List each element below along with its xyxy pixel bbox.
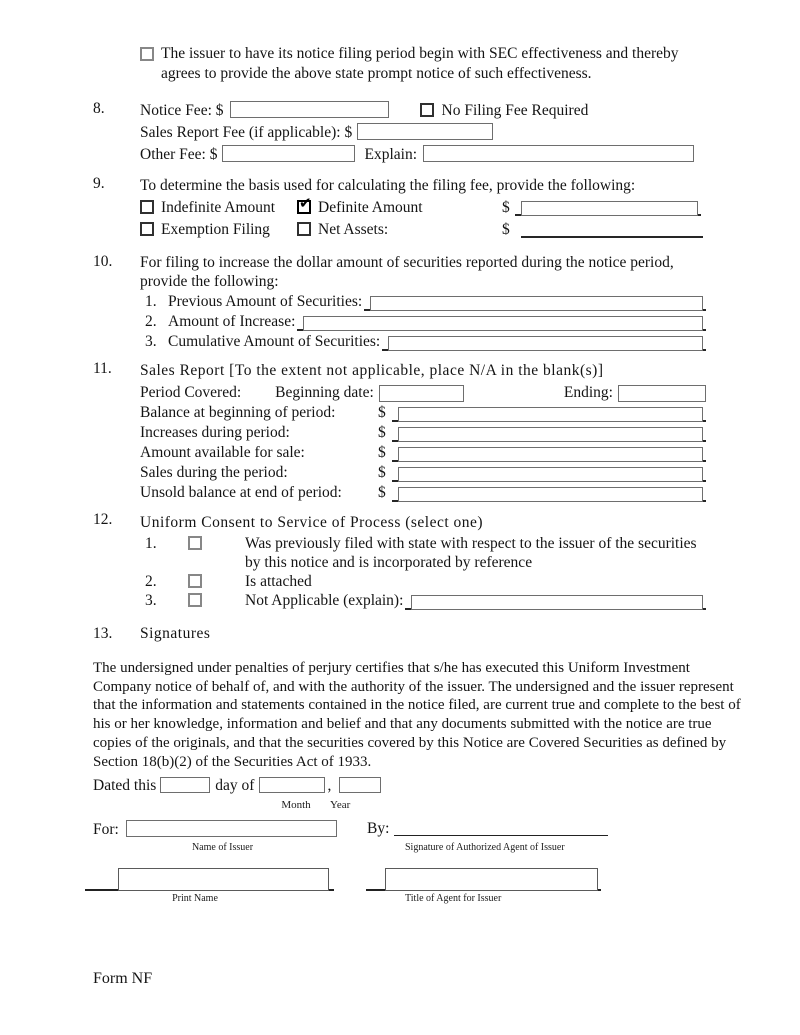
other-fee-explain-input[interactable]	[423, 145, 694, 162]
intro-line-2: agrees to provide the above state prompt notice of such effectiveness.	[161, 65, 592, 82]
sales-report-fee-input[interactable]	[357, 123, 493, 140]
section-10	[93, 253, 708, 351]
intro-line-1: The issuer to have its notice filing period begin with SEC effectiveness and thereby	[161, 45, 679, 62]
section-13-title: Signatures	[140, 625, 211, 642]
issuer-name-group	[93, 820, 337, 854]
explain-label: Explain:	[364, 146, 418, 163]
amount-increase-label: Amount of Increase:	[168, 313, 296, 330]
exemption-filing-label: Exemption Filing	[161, 221, 270, 238]
agent-title-group	[366, 867, 601, 904]
dated-month-input[interactable]	[259, 777, 325, 793]
previous-amount-input[interactable]	[364, 296, 706, 311]
dollar-sign: $	[502, 221, 510, 238]
cumulative-amount-label: Cumulative Amount of Securities:	[168, 333, 381, 350]
dollar-sign: $	[378, 424, 386, 441]
section-11-title: Sales Report [To the extent not applicable, place N/A in the blank(s)]	[140, 362, 604, 379]
section-11-number: 11.	[93, 360, 112, 377]
title-of-agent-input[interactable]	[385, 868, 598, 891]
dated-line	[93, 776, 493, 811]
certification-line: The undersigned under penalties of perjury certifies that s/he has executed this Uniform Investment	[93, 660, 690, 676]
consent-previously-filed-line-2: by this notice and is incorporated by reference	[245, 554, 533, 571]
unsold-balance-label: Unsold balance at end of period:	[140, 484, 342, 501]
agent-signature-group	[367, 820, 608, 854]
amount-available-input[interactable]	[392, 447, 706, 462]
indefinite-amount-checkbox[interactable]	[140, 200, 154, 214]
section-12-title: Uniform Consent to Service of Process (select one)	[140, 514, 484, 531]
beginning-date-label: Beginning date:	[275, 384, 374, 401]
section-11	[93, 360, 708, 502]
indefinite-amount-label: Indefinite Amount	[161, 199, 276, 216]
print-name-label: Print Name	[172, 893, 218, 904]
section-13-number: 13.	[93, 625, 113, 642]
net-assets-label: Net Assets:	[318, 221, 389, 238]
section-13	[93, 625, 210, 643]
consent-attached-label: Is attached	[245, 573, 312, 590]
consent-item-number: 1.	[145, 535, 157, 552]
sec-effectiveness-checkbox[interactable]	[140, 47, 154, 61]
balance-beginning-input[interactable]	[392, 407, 706, 422]
by-label: By:	[367, 820, 390, 837]
ending-label: Ending:	[563, 384, 613, 401]
dated-day-input[interactable]	[160, 777, 210, 793]
consent-previously-filed-checkbox[interactable]	[188, 536, 202, 550]
notice-fee-label: Notice Fee: $	[140, 102, 224, 119]
certification-paragraph	[93, 659, 741, 771]
previous-amount-label: Previous Amount of Securities:	[168, 293, 363, 310]
check-icon: ✔	[299, 194, 312, 212]
item-number: 1.	[145, 293, 157, 310]
consent-not-applicable-checkbox[interactable]	[188, 593, 202, 607]
dated-year-input[interactable]	[339, 777, 381, 793]
month-label: Month	[281, 799, 311, 811]
beginning-date-input[interactable]	[379, 385, 464, 402]
increases-input[interactable]	[392, 427, 706, 442]
sales-during-input[interactable]	[392, 467, 706, 482]
not-applicable-explain-input[interactable]	[405, 595, 706, 610]
dollar-sign: $	[378, 464, 386, 481]
section-12-number: 12.	[93, 511, 113, 528]
section-9-title: To determine the basis used for calculating the filing fee, provide the following:	[140, 177, 636, 194]
period-covered-label: Period Covered:	[140, 384, 242, 401]
exemption-filing-checkbox[interactable]	[140, 222, 154, 236]
consent-not-applicable-label: Not Applicable (explain):	[245, 592, 404, 609]
dated-this-label: Dated this	[93, 777, 157, 794]
section-10-title-line-1: For filing to increase the dollar amount of securities reported during the notice period,	[140, 254, 674, 271]
consent-item-number: 3.	[145, 592, 157, 609]
print-name-input[interactable]	[118, 868, 329, 891]
name-of-issuer-label: Name of Issuer	[191, 842, 254, 853]
definite-amount-label: Definite Amount	[318, 199, 423, 216]
comma: ,	[327, 777, 332, 794]
certification-line: copies of the originals, and that the securities covered by this Notice are Covered Securities as defined by	[93, 734, 727, 751]
dollar-sign: $	[502, 199, 510, 216]
definite-amount-input[interactable]	[515, 201, 701, 216]
dollar-sign: $	[378, 404, 386, 421]
other-fee-input[interactable]	[222, 145, 355, 162]
section-12	[93, 511, 708, 610]
dollar-sign: $	[378, 484, 386, 501]
print-name-group	[85, 867, 334, 904]
amount-available-label: Amount available for sale:	[140, 444, 305, 461]
section-9-number: 9.	[93, 175, 105, 192]
for-label: For:	[93, 821, 119, 838]
section-9	[93, 175, 708, 241]
certification-line: Company notice of behalf of, and with the authority of the issuer. The undersigned and the issuer represent	[93, 678, 734, 695]
no-filing-fee-label: No Filing Fee Required	[441, 102, 589, 119]
certification-line: Section 18(b)(2) of the Securities Act of 1933.	[93, 753, 372, 770]
sales-report-fee-label: Sales Report Fee (if applicable): $	[140, 124, 353, 141]
cumulative-amount-input[interactable]	[382, 336, 706, 351]
section-8-number: 8.	[93, 100, 105, 117]
consent-previously-filed-line-1: Was previously filed with state with respect to the issuer of the securities	[245, 535, 697, 552]
certification-line: that the information and statements contained in the notice filed, are current true and complete to the best of	[93, 697, 741, 714]
item-number: 2.	[145, 313, 157, 330]
section-8	[93, 100, 708, 166]
consent-item-number: 2.	[145, 573, 157, 590]
unsold-balance-input[interactable]	[392, 487, 706, 502]
agent-signature-line[interactable]	[394, 822, 608, 836]
form-name: Form NF	[93, 970, 153, 987]
year-label: Year	[330, 799, 351, 811]
ending-date-input[interactable]	[618, 385, 706, 402]
section-10-number: 10.	[93, 253, 113, 270]
no-filing-fee-checkbox[interactable]	[420, 103, 434, 117]
signature-of-agent-label: Signature of Authorized Agent of Issuer	[405, 842, 565, 853]
balance-beginning-label: Balance at beginning of period:	[140, 404, 336, 421]
certification-line: his or her knowledge, information and belief and that any documents submitted with the notice are true	[93, 716, 712, 733]
definite-amount-checkbox[interactable]	[297, 194, 312, 214]
notice-fee-input[interactable]	[230, 101, 389, 118]
consent-attached-checkbox[interactable]	[188, 574, 202, 588]
section-10-title-line-2: provide the following:	[140, 273, 279, 290]
dollar-sign: $	[378, 444, 386, 461]
day-of-label: day of	[215, 777, 255, 794]
net-assets-checkbox[interactable]	[297, 222, 311, 236]
item-number: 3.	[145, 333, 157, 350]
other-fee-label: Other Fee: $	[140, 146, 218, 163]
sec-effectiveness-statement	[140, 44, 679, 84]
amount-increase-input[interactable]	[297, 316, 706, 331]
name-of-issuer-input[interactable]	[126, 820, 337, 837]
increases-label: Increases during period:	[140, 424, 290, 441]
title-of-agent-label: Title of Agent for Issuer	[405, 893, 502, 904]
net-assets-input[interactable]	[521, 224, 703, 238]
sales-during-label: Sales during the period:	[140, 464, 288, 481]
